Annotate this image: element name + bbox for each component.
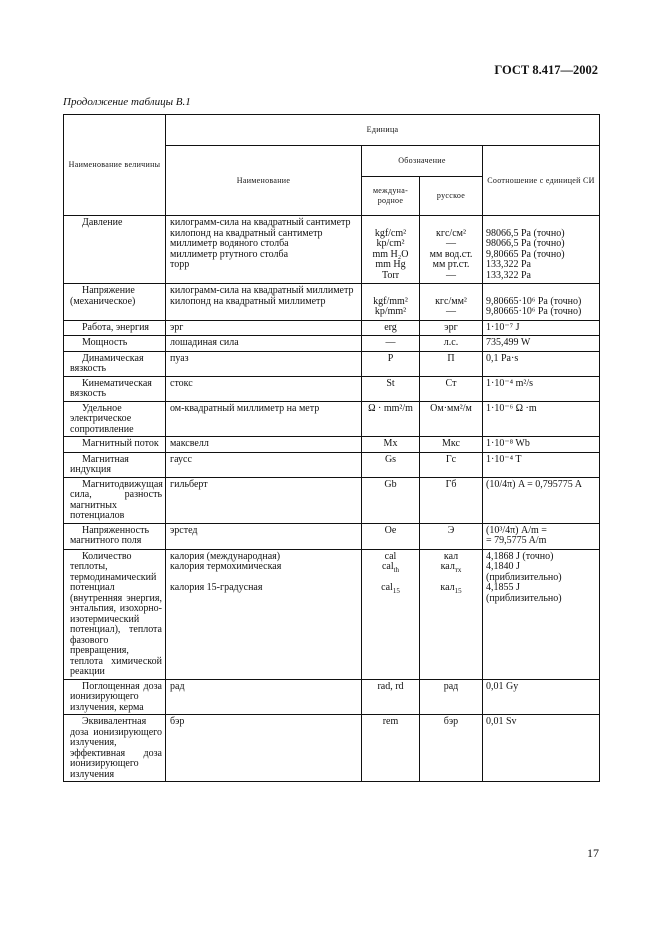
row-relation: 1·10⁻⁴ T [483,452,600,477]
row-rus-symbols: кал кал$_{тх}$ кал$_{15}$ [420,549,483,679]
row-intl-symbol: Gs [362,452,420,477]
col-unit-header: Единица [166,115,600,146]
row-unit-name: эрг [166,320,362,336]
row-intl-symbol: rem [362,715,420,782]
row-intl-symbol: Gb [362,477,420,523]
row-quantity: Работа, энергия [64,320,166,336]
table-row [64,452,600,477]
table-row [64,216,600,284]
table-continuation-caption: Продолжение таблицы В.1 [63,96,191,108]
row-quantity: Динамическая вязкость [64,351,166,376]
row-quantity: Магнитный поток [64,437,166,453]
row-quantity: Напряжение (механическое) [64,284,166,321]
row-rus-symbol: П [420,351,483,376]
row-rus-symbol: Ом·мм²/м [420,401,483,437]
row-relation: 0,01 Gy [483,679,600,715]
table-row [64,477,600,523]
row-rus-symbol: бэр [420,715,483,782]
row-unit-name: гильберт [166,477,362,523]
row-relations: 98066,5 Pa (точно) 98066,5 Pa (точно) 9,80665 Pa (точно) 133,322 Pa 133,322 Pa [483,216,600,284]
row-unit-name: рад [166,679,362,715]
row-unit-name: бэр [166,715,362,782]
row-relation: 0,01 Sv [483,715,600,782]
row-intl-symbol: P [362,351,420,376]
row-intl-symbols: kgf/cm² kp/cm² mm H₂O mm Hg Torr [362,216,420,284]
row-rus-symbols: кгс/мм² — [420,284,483,321]
col-quantity-header: Наименование величины [64,115,166,216]
col-designation-header: Обозначение [362,146,483,177]
row-quantity: Мощность [64,336,166,352]
row-relation: 1·10⁻⁸ Wb [483,437,600,453]
row-relation: 0,1 Pa·s [483,351,600,376]
row-intl-symbols: cal cal$_{th}$ cal$_{15}$ [362,549,420,679]
row-intl-symbols: kgf/mm² kp/mm² [362,284,420,321]
table-row [64,284,600,321]
table-row [64,679,600,715]
row-intl-symbol: — [362,336,420,352]
row-quantity: Удельное электрическое сопротивление [64,401,166,437]
row-quantity: Магнитодвижущая сила, разность магнитных потенциалов [64,477,166,523]
row-quantity: Давление [64,216,166,284]
row-unit-name: лошадиная сила [166,336,362,352]
row-rus-symbol: л.с. [420,336,483,352]
row-relations: (10³/4π) A/m = = 79,5775 A/m [483,523,600,549]
row-quantity: Количество теплоты, термодинамический потенциал (внутренняя энергия, энтальпия, изохорно-изотермический потенциал), теплота фазового превращения, теплота химической реакции [64,549,166,679]
table-row [64,437,600,453]
row-quantity: Кинематическая вязкость [64,376,166,401]
row-rus-symbol: Мкс [420,437,483,453]
row-rus-symbols: кгс/см² — мм вод.ст. мм рт.ст. — [420,216,483,284]
table-row [64,376,600,401]
row-quantity: Поглощенная доза ионизирующего излучения, керма [64,679,166,715]
row-unit-names: калория (международная) калория термохимическая калория 15-градусная [166,549,362,679]
row-relation: 1·10⁻⁷ J [483,320,600,336]
row-unit-names: килограмм-сила на квадратный сантиметр килопонд на квадратный сантиметр миллиметр водяного столба миллиметр ртутного столба торр [166,216,362,284]
header-row [64,115,600,146]
table-row [64,336,600,352]
units-table [63,114,600,782]
row-unit-name: гаусс [166,452,362,477]
col-name-header: Наименование [166,146,362,216]
table-row [64,549,600,679]
row-intl-symbol: St [362,376,420,401]
row-unit-name: максвелл [166,437,362,453]
row-unit-name: эрстед [166,523,362,549]
row-rus-symbol: эрг [420,320,483,336]
table-row [64,401,600,437]
table-row [64,523,600,549]
row-intl-symbol: rad, rd [362,679,420,715]
row-relation: 1·10⁻⁴ m²/s [483,376,600,401]
row-relations: 4,1868 J (точно) 4,1840 J (приблизительно) 4,1855 J (приблизительно) [483,549,600,679]
row-unit-name: ом-квадратный миллиметр на метр [166,401,362,437]
row-unit-names: килограмм-сила на квадратный миллиметр килопонд на квадратный миллиметр [166,284,362,321]
row-unit-name: стокс [166,376,362,401]
row-rus-symbol: Ст [420,376,483,401]
col-international-header: междуна-родное [362,177,420,216]
row-relation: (10/4π) A = 0,795775 A [483,477,600,523]
row-rus-symbol: Э [420,523,483,549]
row-rus-symbol: рад [420,679,483,715]
row-quantity: Эквивалентная доза ионизирующего излучения, эффективная доза ионизирующего излучения [64,715,166,782]
table-row [64,351,600,376]
table-row [64,715,600,782]
row-unit-name: пуаз [166,351,362,376]
row-quantity: Магнитная индукция [64,452,166,477]
col-relation-header: Соотношение с единицей СИ [483,146,600,216]
row-intl-symbol: Mx [362,437,420,453]
row-intl-symbol: Ω · mm²/m [362,401,420,437]
row-intl-symbol: erg [362,320,420,336]
row-relations: 9,80665·10⁶ Pa (точно) 9,80665·10⁶ Pa (точно) [483,284,600,321]
page-number: 17 [587,846,599,860]
standard-code: ГОСТ 8.417—2002 [494,63,598,77]
table-row [64,320,600,336]
row-rus-symbol: Гс [420,452,483,477]
col-russian-header: русское [420,177,483,216]
row-intl-symbol: Oe [362,523,420,549]
row-relation: 735,499 W [483,336,600,352]
row-rus-symbol: Гб [420,477,483,523]
row-relation: 1·10⁻⁶ Ω ·m [483,401,600,437]
row-quantity: Напряженность магнитного поля [64,523,166,549]
